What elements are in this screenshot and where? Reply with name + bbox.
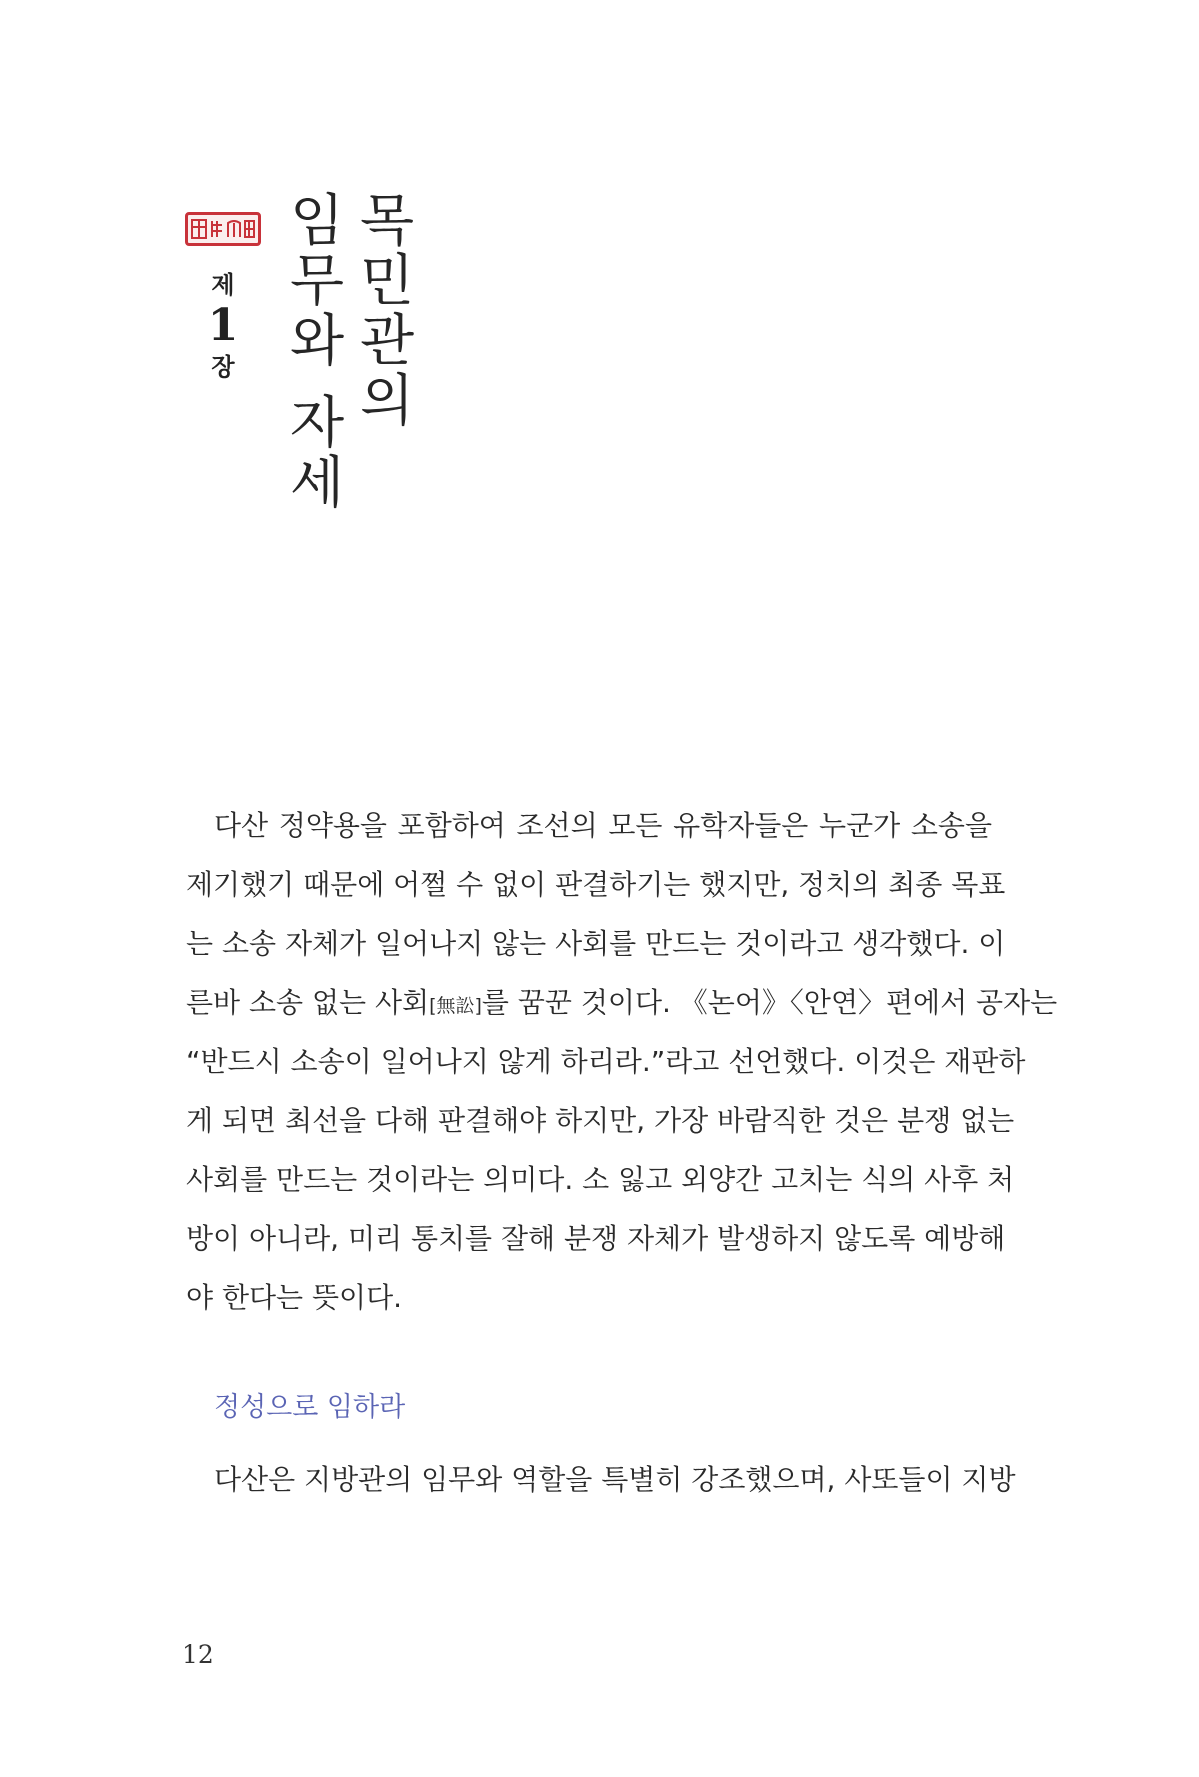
- title-char: 세: [289, 451, 345, 516]
- title-char: 무: [289, 249, 345, 314]
- text-line: 방이 아니라, 미리 통치를 잘해 분쟁 자체가 발생하지 않도록 예방해: [186, 1222, 1006, 1255]
- section-heading: 정성으로 임하라: [214, 1392, 406, 1423]
- text-line: 제기했기 때문에 어쩔 수 없이 판결하기는 했지만, 정치의 최종 목표: [186, 868, 1006, 901]
- text-line: 다산 정약용을 포함하여 조선의 모든 유학자들은 누군가 소송을: [214, 809, 992, 842]
- title-char: 임: [289, 189, 345, 254]
- text-line: “반드시 소송이 일어나지 않게 하리라.”라고 선언했다. 이것은 재판하: [186, 1045, 1026, 1078]
- title-char: 목: [359, 189, 415, 254]
- text-line: 는 소송 자체가 일어나지 않는 사회를 만드는 것이라고 생각했다. 이: [186, 927, 1006, 960]
- chapter-number: 1: [207, 300, 239, 351]
- text-segment: 를 꿈꾼 것이다. 《논어》〈안연〉편에서 공자는: [481, 986, 1058, 1019]
- title-char: 자: [289, 391, 345, 456]
- text-line: [186, 973, 1058, 1032]
- text-segment: 른바 소송 없는 사회: [186, 986, 430, 1019]
- chapter-suffix: 장: [211, 353, 235, 381]
- body-paragraph-1: [186, 796, 1058, 1327]
- title-char: 민: [359, 249, 415, 314]
- page-number: 12: [182, 1640, 214, 1669]
- text-line: 사회를 만드는 것이라는 의미다. 소 잃고 외양간 고치는 식의 사후 처: [186, 1163, 1015, 1196]
- chapter-title-right-column: [352, 189, 422, 434]
- title-char: 의: [359, 369, 415, 434]
- hanja-note: [無訟]: [429, 995, 482, 1017]
- title-char: 관: [359, 309, 415, 374]
- text-line: 야 한다는 뜻이다.: [186, 1281, 403, 1314]
- chapter-title-left-column: [282, 189, 352, 516]
- body-paragraph-2: [186, 1450, 1016, 1509]
- text-line: 게 되면 최선을 다해 판결해야 하지만, 가장 바람직한 것은 분쟁 없는: [186, 1104, 1015, 1137]
- text-line: 다산은 지방관의 임무와 역할을 특별히 강조했으며, 사또들이 지방: [214, 1463, 1016, 1496]
- chapter-label: [200, 270, 246, 382]
- seal-stamp-icon: [185, 212, 261, 246]
- title-char: 와: [289, 309, 345, 374]
- chapter-prefix: 제: [211, 271, 235, 299]
